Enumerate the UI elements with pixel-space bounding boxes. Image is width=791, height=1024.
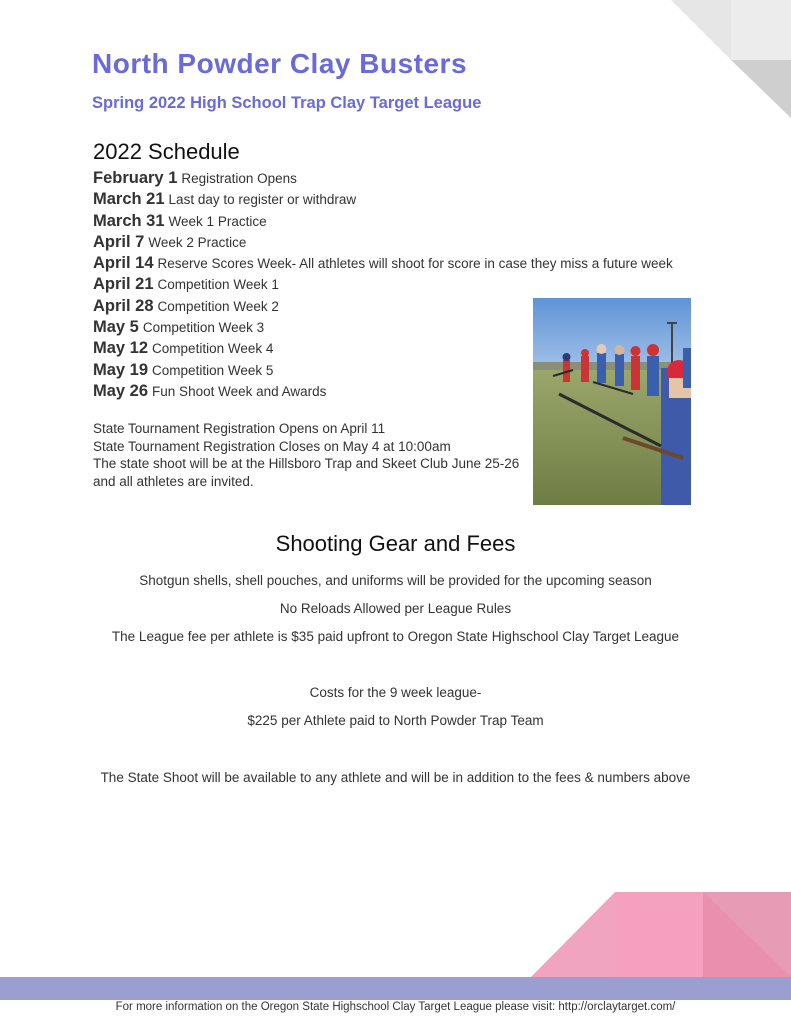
schedule-date: May 19: [93, 360, 149, 379]
schedule-desc: Competition Week 4: [152, 341, 274, 357]
tournament-line: State Tournament Registration Closes on May 4 at 10:00am: [93, 438, 451, 454]
schedule-date: April 7: [93, 232, 145, 251]
schedule-item: [93, 189, 673, 210]
footer-text: For more information on the Oregon State Highschool Clay Target League please visit: http://orclaytarget.com/: [115, 1001, 676, 1013]
athletes-shooting-photo: [533, 298, 691, 505]
schedule-item: [93, 253, 673, 274]
gear-line: Costs for the 9 week league-: [309, 685, 482, 700]
page-subtitle: Spring 2022 High School Trap Clay Target League: [92, 94, 482, 112]
schedule-desc: Fun Shoot Week and Awards: [152, 383, 327, 399]
schedule-date: May 5: [93, 318, 139, 337]
schedule-heading: 2022 Schedule: [93, 139, 240, 164]
corner-decoration-top: [671, 0, 791, 120]
schedule-desc: Registration Opens: [181, 171, 297, 186]
tournament-info: [93, 420, 523, 490]
schedule-date: March 21: [93, 190, 165, 209]
gear-line: The State Shoot will be available to any athlete and will be in addition to the fees & numbers above: [100, 770, 691, 785]
gear-line: No Reloads Allowed per League Rules: [279, 601, 512, 616]
corner-decoration-bottom: [531, 892, 791, 977]
schedule-item: [93, 168, 673, 189]
footer-bar: [0, 977, 791, 1000]
schedule-date: March 31: [93, 211, 165, 230]
schedule-date: February 1: [93, 169, 178, 187]
schedule-desc: Last day to register or withdraw: [168, 192, 357, 208]
schedule-desc: Week 2 Practice: [148, 234, 247, 250]
schedule-desc: Week 1 Practice: [168, 213, 267, 229]
schedule-date: April 21: [93, 275, 154, 294]
gear-line: Shotgun shells, shell pouches, and uniforms will be provided for the upcoming season: [139, 573, 652, 588]
gear-heading: Shooting Gear and Fees: [275, 531, 516, 556]
schedule-item: [93, 211, 673, 232]
schedule-desc: Competition Week 5: [152, 362, 274, 378]
schedule-date: April 28: [93, 296, 154, 315]
schedule-date: April 14: [93, 254, 154, 273]
schedule-desc: Reserve Scores Week- All athletes will shoot for score in case they miss a future week: [157, 256, 673, 272]
schedule-desc: Competition Week 3: [142, 320, 265, 336]
gear-line: $225 per Athlete paid to North Powder Trap Team: [247, 713, 544, 728]
gear-line: The League fee per athlete is $35 paid upfront to Oregon State Highschool Clay Target League: [111, 629, 680, 644]
schedule-date: May 26: [93, 381, 149, 400]
schedule-desc: Competition Week 2: [157, 298, 279, 314]
schedule-item: [93, 274, 673, 295]
page-title: North Powder Clay Busters: [92, 48, 468, 79]
schedule-desc: Competition Week 1: [157, 277, 279, 293]
schedule-item: [93, 232, 673, 253]
tournament-line: State Tournament Registration Opens on April 11: [93, 421, 386, 436]
tournament-line: The state shoot will be at the Hillsboro Trap and Skeet Club June 25-26 and all athletes are invited.: [93, 456, 520, 489]
schedule-date: May 12: [93, 339, 149, 358]
